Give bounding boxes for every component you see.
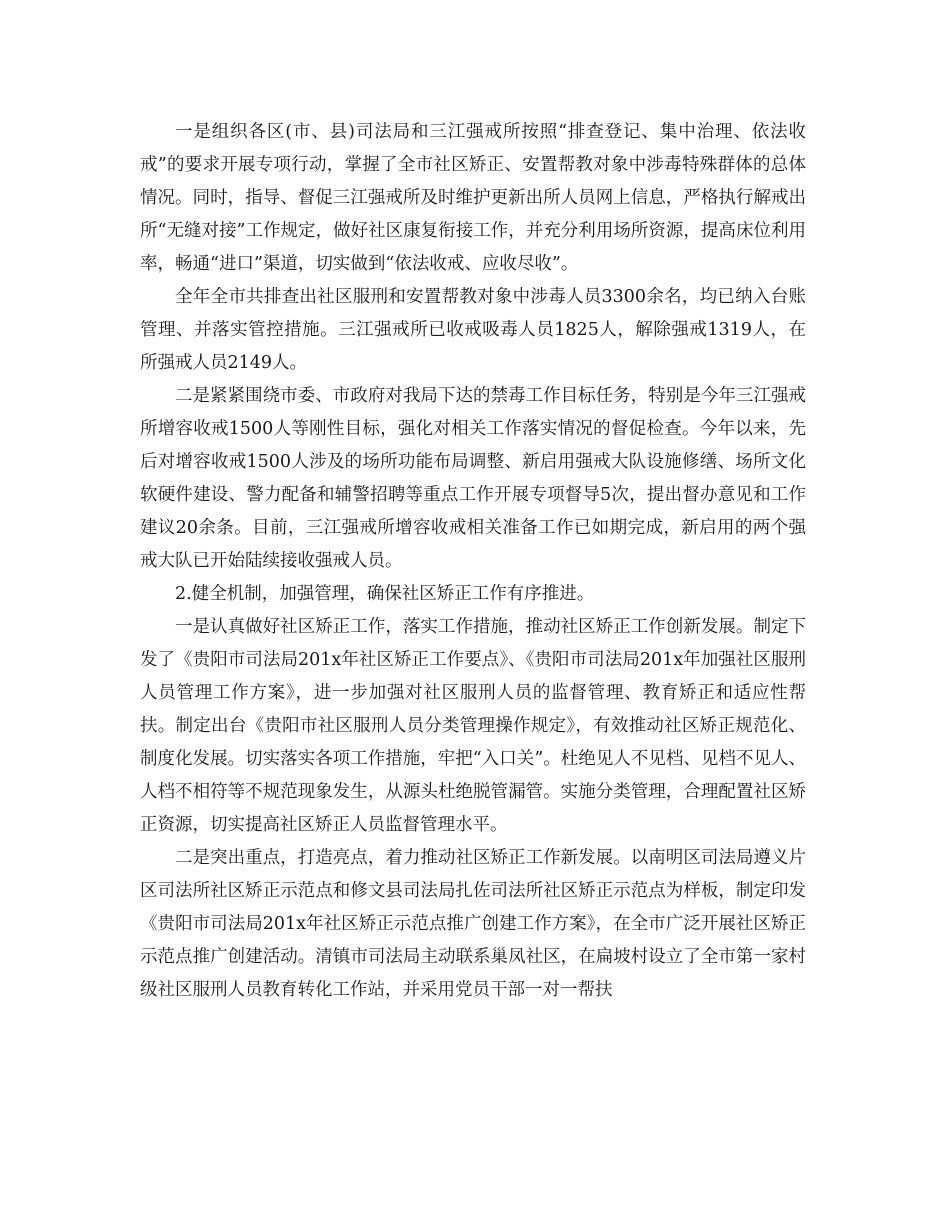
paragraph-1: 一是组织各区(市、县)司法局和三江强戒所按照“排查登记、集中治理、依法收戒”的要求开展专项行动，掌握了全市社区矫正、安置帮教对象中涉毒特殊群体的总体情况。同时，指导、督促三江强戒所及时维护更新出所人员网上信息，严格执行解戒出所“无缝对接”工作规定，做好社区康复衔接工作，并充分利用场所资源，提高床位利用率，畅通“进口”渠道，切实做到“依法收戒、应收尽收”。 bbox=[140, 122, 806, 274]
document-body bbox=[140, 116, 806, 1007]
paragraph-2: 全年全市共排查出社区服刑和安置帮教对象中涉毒人员3300余名，均已纳入台账管理、并落实管控措施。三江强戒所已收戒吸毒人员1825人，解除强戒1319人，在所强戒人员2149人。 bbox=[140, 287, 806, 373]
paragraph-5: 二是突出重点，打造亮点，着力推动社区矫正工作新发展。以南明区司法局遵义片区司法所社区矫正示范点和修文县司法局扎佐司法所社区矫正示范点为样板，制定印发《贵阳市司法局201x年社区矫正示范点推广创建工作方案》，在全市广泛开展社区矫正示范点推广创建活动。清镇市司法局主动联系巢凤社区，在扁坡村设立了全市第一家村级社区服刑人员教育转化工作站，并采用党员干部一对一帮扶 bbox=[140, 848, 806, 1000]
paragraph-3: 二是紧紧围绕市委、市政府对我局下达的禁毒工作目标任务，特别是今年三江强戒所增容收戒1500人等刚性目标，强化对相关工作落实情况的督促检查。今年以来，先后对增容收戒1500人涉及的场所功能布局调整、新启用强戒大队设施修缮、场所文化软硬件建设、警力配备和辅警招聘等重点工作开展专项督导5次，提出督办意见和工作建议20余条。目前，三江强戒所增容收戒相关准备工作已如期完成，新启用的两个强戒大队已开始陆续接收强戒人员。 bbox=[140, 386, 806, 571]
section-heading: 2.健全机制，加强管理，确保社区矫正工作有序推进。 bbox=[175, 584, 595, 604]
paragraph-4: 一是认真做好社区矫正工作，落实工作措施，推动社区矫正工作创新发展。制定下发了《贵阳市司法局201x年社区矫正工作要点》、《贵阳市司法局201x年加强社区服刑人员管理工作方案》，进一步加强对社区服刑人员的监督管理、教育矫正和适应性帮扶。制定出台《贵阳市社区服刑人员分类管理操作规定》，有效推动社区矫正规范化、制度化发展。切实落实各项工作措施，牢把“入口关”。杜绝见人不见档、见档不见人、人档不相符等不规范现象发生，从源头杜绝脱管漏管。实施分类管理，合理配置社区矫正资源，切实提高社区矫正人员监督管理水平。 bbox=[140, 617, 806, 835]
